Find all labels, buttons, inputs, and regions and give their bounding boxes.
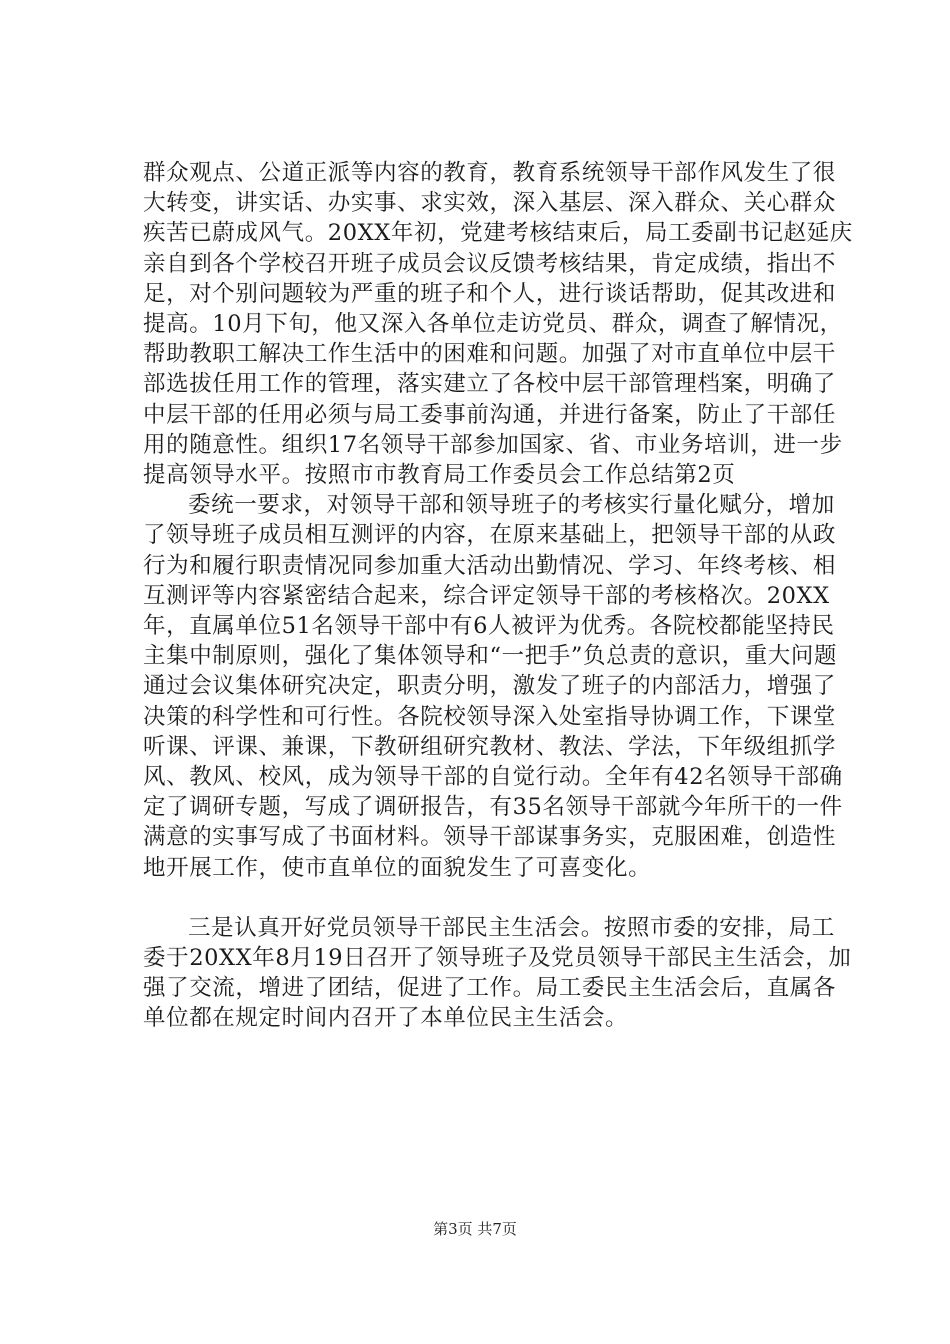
paragraph-1: 群众观点、公道正派等内容的教育，教育系统领导干部作风发生了很大转变，讲实话、办实事、求实效，深入基层、深入群众、关心群众疾苦已蔚成风气。20XX年初，党建考核结束后，局工委副书记赵延庆亲自到各个学校召开班子成员会议反馈考核结果，肯定成绩，指出不足，对个别问题较为严重的班子和个人，进行谈话帮助，促其改进和提高。10月下旬，他又深入各单位走访党员、群众，调查了解情况，帮助教职工解决工作生活中的困难和问题。加强了对市直单位中层干部选拔任用工作的管理，落实建立了各校中层干部管理档案，明确了中层干部的任用必须与局工委事前沟通，并进行备案，防止了干部任用的随意性。组织17名领导干部参加国家、省、市业务培训，进一步提高领导水平。按照市市教育局工作委员会工作总结第2页 <box>143 160 853 489</box>
paragraph-spacer <box>143 883 853 913</box>
paragraph-3: 三是认真开好党员领导干部民主生活会。按照市委的安排，局工委于20XX年8月19日召开了领导班子及党员领导干部民主生活会，加强了交流，增进了团结，促进了工作。局工委民主生活会后，直属各单位都在规定时间内召开了本单位民主生活会。 <box>143 914 852 1032</box>
document-body <box>143 158 853 1034</box>
paragraph-2: 委统一要求，对领导干部和领导班子的考核实行量化赋分，增加了领导班子成员相互测评的内容，在原来基础上，把领导干部的从政行为和履行职责情况同参加重大活动出勤情况、学习、年终考核、相互测评等内容紧密结合起来，综合评定领导干部的考核格次。20XX年，直属单位51名领导干部中有6人被评为优秀。各院校都能坚持民主集中制原则，强化了集体领导和“一把手”负总责的意识，重大问题通过会议集体研究决定，职责分明，激发了班子的内部活力，增强了决策的科学性和可行性。各院校领导深入处室指导协调工作，下课堂听课、评课、兼课，下教研组研究教材、教法、学法，下年级组抓学风、教风、校风，成为领导干部的自觉行动。全年有42名领导干部确定了调研专题，写成了调研报告，有35名领导干部就今年所干的一件满意的实事写成了书面材料。领导干部谋事务实，克服困难，创造性地开展工作，使市直单位的面貌发生了可喜变化。 <box>143 492 843 881</box>
page-footer: 第3页 共7页 <box>433 1220 517 1238</box>
